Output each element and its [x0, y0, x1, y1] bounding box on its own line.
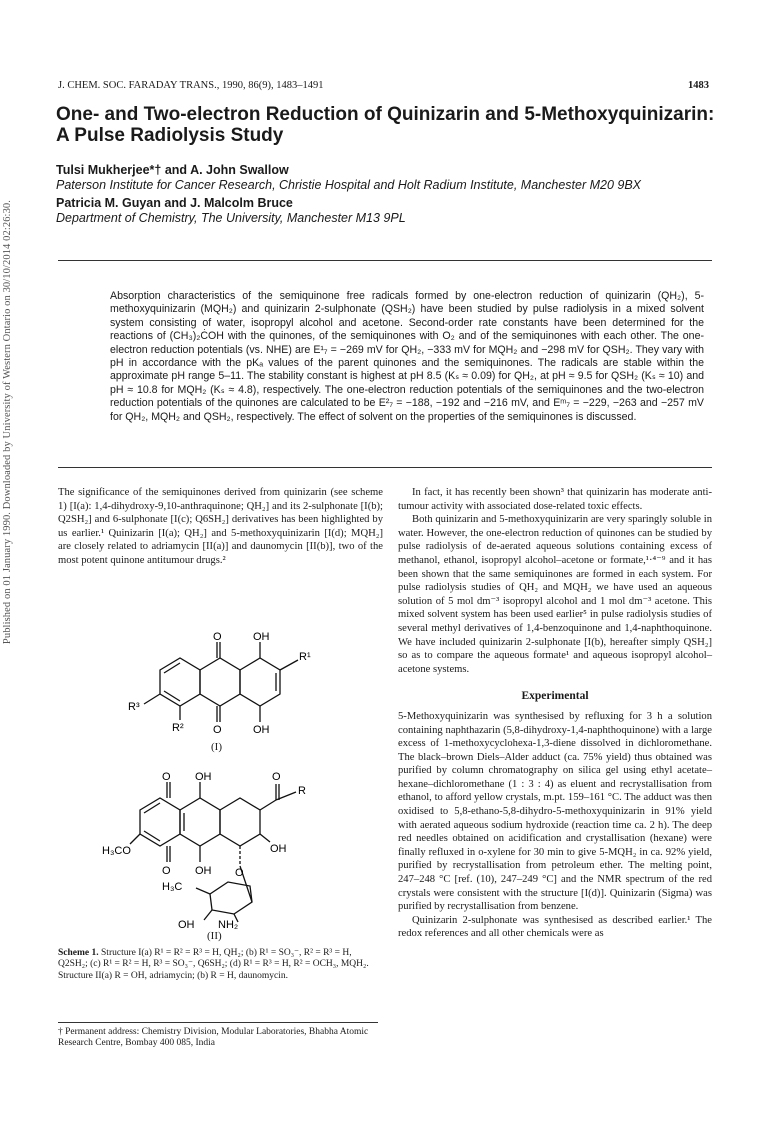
struct-II-oh-top: OH — [195, 771, 212, 783]
intro-paragraph: The significance of the semiquinones derived from quinizarin (see scheme 1) [I(a): 1,4-dihydroxy-9,10-anthraquinone; QH₂] and its 2-sulphonate [I(b); Q2SH₂] and 6-sulphonate [I(c); Q6SH₂] derivatives has been highlighted by us earlier.¹ Quinizarin [I(a); QH₂] and 5-methoxyquinizarin [I(d); MQH₂] are closely related to adriamycin [II(a)] and daunomycin [II(b)], two of the most potent quinone antitumour drugs.² — [58, 487, 383, 566]
section-heading-experimental: Experimental — [521, 690, 589, 703]
struct-II-h3co: H₃CO — [102, 845, 131, 857]
struct-II-o-top-left: O — [162, 771, 171, 783]
scheme-caption — [58, 948, 383, 982]
caption-label: Scheme 1. — [58, 948, 99, 958]
author-group-2 — [56, 196, 716, 226]
structure-II-label: (II) — [207, 930, 222, 942]
author-block — [56, 163, 716, 229]
right-paragraph-2: Both quinizarin and 5-methoxyquinizarin are very sparingly soluble in water. However, the one-electron reduction of quinones can be studied by pulse radiolysis of de-aerated aqueous solutions containing excess of methanol, ethanol, isopropyl alcohol–acetone or formate,¹·⁴⁻⁹ and it has been shown that the same semiquinones are formed in each system. For pulse radiolysis studies of QH₂ and MQH₂ we have used an aqueous solution of 5 mol dm⁻³ isopropyl alcohol and 1 mol dm⁻³ acetone. This mixed solvent system has been used earlier⁵ in pulse radiolysis studies of several methyl derivatives of 1,4-benzoquinone and 1,4-naphthoquinone. We have included quinizarin 2-sulphonate [I(b), hereafter simply QSH₂] so as to compare the aqueous formate¹ and aqueous isopropyl alcohol–acetone systems. — [398, 514, 712, 675]
struct-II-oh-sugar: OH — [178, 919, 195, 930]
abstract: Absorption characteristics of the semiquinone free radicals formed by one-electron reduction of quinizarin (QH₂), 5-methoxyquinizarin (MQH₂) and quinizarin 2-sulphonate (QSH₂) have been studied by pulse radiolysis in a mixed solvent system consisting of water, isopropyl alcohol and acetone. Second-order rate constants have been determined for the reactions of (CH₃)₂ĊOH with the quinones, of the semiquinones with O₂ and of the semiquinones with each other. The one-electron reduction potentials (vs. NHE) are E¹₇ = −269 mV for QH₂, −333 mV for MQH₂ and −298 mV for QSH₂. They vary with pH in accordance with the pKₐ values of the parent quinones and the semiquinones. The radicals are stable within the approximate pH range 5–11. The stability constant is highest at pH 8.5 (Kₛ ≈ 0.09) for QH₂, at pH ≈ 9.5 for QSH₂ (Kₛ ≈ 10) and pH ≈ 10.8 for MQH₂ (Kₛ ≈ 4.8), respectively. The one-electron reduction potentials of the semiquinones and the two-electron reduction potentials of the quinones are calculated to be E²₇ = −188, −192 and −216 mV, and Eᵐ₇ = −229, −263 and −257 mV for QH₂, MQH₂ and QSH₂, respectively. The effect of solvent on the properties of the semiquinones is discussed. — [110, 290, 704, 423]
struct-II-oh-side: OH — [270, 843, 287, 855]
experimental-paragraph-2: Quinizarin 2-sulphonate was synthesised as described earlier.¹ The redox references and all other chemicals were as — [398, 914, 712, 940]
struct-I-r2: R² — [172, 722, 184, 734]
author-group-1 — [56, 163, 716, 193]
footnote-rule — [58, 1022, 378, 1023]
experimental-paragraph-1: 5-Methoxyquinizarin was synthesised by refluxing for 3 h a solution containing naphthazarin (5,8-dihydroxy-1,4-naphthoquinone) with a large excess of 1-methoxycyclohexa-1,3-diene dissolved in dichloromethane. The black–brown Diels–Alder adduct (ca. 75% yield) thus obtained was purified by column chromatography on silica gel using ethyl acetate–hexane–dichloromethane (1 : 3 : 4) as eluent and recrystallisation from ethanol, to afford yellow crystals, m.pt. 159–161 °C. The adduct was then oxidised to 5,8-ethano-5,8-dihydro-5-methoxyquinizarin in 91% yield with aerated aqueous sodium hydroxide (reaction time ca. 2 h). The deep red needles obtained on acidification and crystallisation (hexane) were finally refluxed in o-xylene for 30 min to give 5-MQH₂ in ca. 92% yield, purified by recrystallisation from petroleum ether. The melting point, 247–248 °C [ref. (10), 247–249 °C] and the NMR spectrum of the red crystals were consistent with the structure [I(d)]. Quinizarin (Sigma) was purified by recrystallisation from benzene. — [398, 710, 712, 913]
right-column — [398, 486, 712, 941]
struct-II-r: R — [298, 785, 306, 797]
struct-I-oh-top: OH — [253, 631, 270, 643]
struct-II-h3c: H₃C — [162, 881, 183, 893]
struct-I-r3: R³ — [128, 701, 140, 713]
caption-text: Structure I(a) R¹ = R² = R³ = H, QH₂; (b) R¹ = SO₃⁻, R² = R³ = H, Q2SH₂; (c) R¹ = R² = H, R³ = SO₃⁻, Q6SH₂; (d) R¹ = R³ = H, R² = OCH₃, MQH₂. Structure II(a) R = OH, adriamycin; (b) R = H, daunomycin. — [58, 948, 369, 981]
struct-I-oh-bottom: OH — [253, 724, 270, 736]
footnote: † Permanent address: Chemistry Division, Modular Laboratories, Bhabha Atomic Research Centre, Bombay 400 085, India — [58, 1027, 369, 1049]
abstract-top-rule — [58, 260, 712, 261]
affiliation-2: Department of Chemistry, The University, Manchester M13 9PL — [56, 211, 406, 225]
page-number: 1483 — [688, 80, 709, 91]
struct-II-nh2: NH₂ — [218, 919, 239, 930]
struct-II-o-top-right: O — [272, 771, 281, 783]
struct-I-o-bottom: O — [213, 724, 222, 736]
author-names-1: Tulsi Mukherjee*† and A. John Swallow — [56, 163, 289, 177]
author-names-2: Patricia M. Guyan and J. Malcolm Bruce — [56, 196, 293, 210]
struct-I-r1: R¹ — [299, 651, 311, 663]
struct-II-o-bottom: O — [162, 865, 171, 877]
structure-I-bonds — [144, 642, 298, 722]
structure-I-diagram — [120, 630, 350, 760]
affiliation-1: Paterson Institute for Cancer Research, Christie Hospital and Holt Radium Institute, Manchester M20 9BX — [56, 178, 641, 192]
structure-I-label: (I) — [211, 741, 222, 753]
right-paragraph-1: In fact, it has recently been shown³ that quinizarin has moderate anti-tumour activity with associated dose-related toxic effects. — [398, 487, 712, 512]
left-column — [58, 486, 383, 568]
article-title: One- and Two-electron Reduction of Quinizarin and 5-Methoxyquinizarin: A Pulse Radiolysis Study — [56, 104, 715, 146]
struct-II-oh-bottom: OH — [195, 865, 212, 877]
struct-I-o-top: O — [213, 631, 222, 643]
structure-II-diagram — [100, 770, 340, 930]
struct-II-o-glycoside: O — [235, 867, 244, 879]
download-notice: Published on 01 January 1990. Downloaded by University of Western Ontario on 30/10/2014 02:26:30. — [2, 200, 13, 645]
abstract-bottom-rule — [58, 467, 712, 468]
journal-header: J. CHEM. SOC. FARADAY TRANS., 1990, 86(9), 1483–1491 — [58, 80, 324, 91]
